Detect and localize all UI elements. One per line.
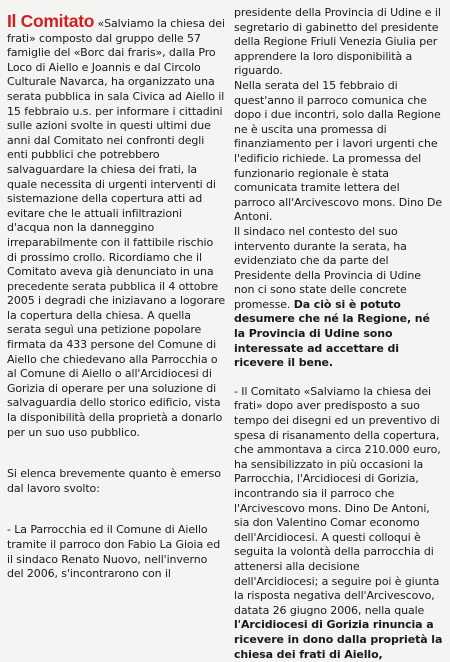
comitato-text: - Il Comitato «Salviamo la chiesa dei frati» dopo aver predisposto a suo tempo dei disegni ed un preventivo di spesa di risanamento della copertura, che ammontava a circa 210.000 euro, ha sensibilizzato in più occasioni la Parrocchia, l'Arcidiocesi di Gorizia, incontrando sia il parroco che l'Arcivescovo mons. Dino De Antoni, sia don Valentino Comar economo dell'Arcidiocesi. A questi colloqui è seguita la volontà della parrocchia di attenersi alla decisione dell'Arcidiocesi; a seguire poi è giunta la risposta negativa dell'Arcivescovo, datata 26 giugno 2006, nella quale (234, 384, 441, 617)
comitato-conclusion: l'Arcidiocesi di Gorizia rinuncia a ricevere in dono dalla proprietà la chiesa dei frati di Aiello, (234, 618, 443, 661)
sindaco-text: Il sindaco nel contesto del suo intervento durante la serata, ha evidenziato che da parte del Presidente della Provincia di Udine non ci sono state delle concrete promesse. (234, 224, 421, 311)
paragraph-provincia: presidente della Provincia di Udine e il segretario di gabinetto del presidente della Regione Friuli Venezia Giulia per apprendere la loro disponibilità a riguardo. (234, 6, 441, 78)
paragraph-serata: Nella serata del 15 febbraio di quest'anno il parroco comunica che dopo i due incontri, solo dalla Regione ne è uscita una promessa di finanziamento per i lavori urgenti che l'edificio richiede. La promessa del funzionario regionale è stata comunicata tramite lettera del parroco all'Arcivescovo mons. Dino De Antoni. (234, 78, 443, 224)
paragraph-sindaco (234, 225, 444, 371)
paragraph-summary-intro: Si elenca brevemente quanto è emerso dal lavoro svolto: (7, 467, 221, 495)
paragraph-parrocchia: - La Parrocchia ed il Comune di Aiello tramite il parroco don Fabio La Gioia ed il sindaco Renato Nuovo, nell'inverno del 2006, s'incontrarono con il (7, 523, 221, 581)
sindaco-conclusion: Da ciò si è potuto desumere che né la Regione, né la Provincia di Udine sono interessate ad accettare di ricevere il bene. (234, 297, 430, 370)
article-column-left (7, 11, 226, 582)
paragraph-intro (7, 11, 226, 440)
intro-text: «Salviamo la chiesa dei frati» composto dal gruppo delle 57 famiglie del «Borc dai fraris», dalla Pro Loco di Aiello e Joannis e dal Circolo Culturale Navarca, ha organizzato una serata pubblica in sala Civica ad Aiello il 15 febbraio u.s. per informare i cittadini sulle azioni svolte in questi ultimi due anni dal Comitato nei confronti degli enti pubblici che potrebbero salvaguardare la chiesa dei frati, la quale necessita di urgenti interventi di sistemazione della copertura atti ad evitare che le attuali infiltrazioni d'acqua non la danneggino irreparabilmente con il fattibile rischio di prossimo crollo. Ricordiamo che il Comitato aveva già denunciato in una precedente serata pubblica il 4 ottobre 2005 i degradi che iniziavano a logorare la copertura della chiesa. A quella serata seguì una petizione popolare firmata da 433 persone del Comune di Aiello che chiedevano alla Parrocchia o al Comune di Aiello o all'Arcidiocesi di Gorizia di operare per una soluzione di salvaguardia dello storico edificio, vista la disponibilità della proprietà a donarlo per un suo uso pubblico. (7, 17, 226, 439)
headline: Il Comitato (7, 11, 95, 31)
article-column-right (234, 6, 444, 662)
paragraph-comitato (234, 385, 444, 662)
